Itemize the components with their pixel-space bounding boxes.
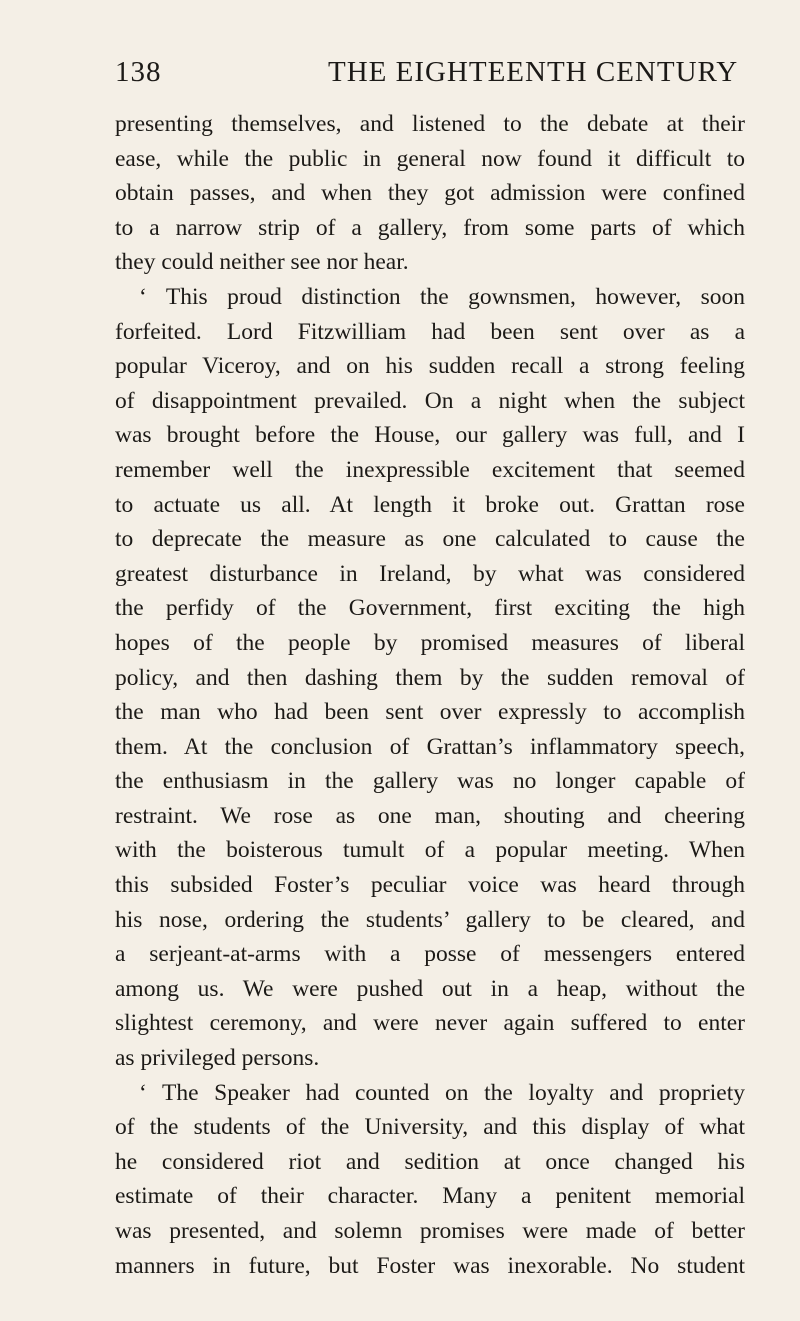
text-line: popular Viceroy, and on his sudden recall a strong feeling	[115, 353, 745, 380]
body-text	[115, 107, 745, 1283]
text-line: with the boisterous tumult of a popular meeting. When	[115, 837, 745, 864]
text-line: hopes of the people by promised measures of liberal	[115, 629, 745, 656]
text-line: as privileged persons.	[115, 1045, 320, 1072]
text-line: the perfidy of the Government, first exciting the high	[115, 595, 745, 622]
text-line: the enthusiasm in the gallery was no longer capable of	[115, 768, 745, 795]
text-line: obtain passes, and when they got admission were confined	[115, 180, 745, 207]
text-line: remember well the inexpressible excitement that seemed	[115, 456, 745, 483]
text-line: restraint. We rose as one man, shouting and cheering	[115, 802, 745, 829]
text-line: presenting themselves, and listened to the debate at their	[115, 111, 745, 137]
text-line: ‘ This proud distinction the gownsmen, however, soon	[139, 283, 745, 310]
text-line: manners in future, but Foster was inexorable. No student	[115, 1252, 745, 1279]
text-line: his nose, ordering the students’ gallery to be cleared, and	[115, 906, 745, 933]
page-number: 138	[115, 56, 162, 88]
running-head	[115, 52, 741, 92]
text-line: a serjeant-at-arms with a posse of messengers entered	[115, 941, 745, 968]
text-line: to actuate us all. At length it broke out. Grattan rose	[115, 491, 745, 518]
text-line: ‘ The Speaker had counted on the loyalty and propriety	[139, 1079, 745, 1106]
text-line: to deprecate the measure as one calculated to cause the	[115, 526, 745, 553]
text-line: was presented, and solemn promises were made of better	[115, 1218, 745, 1244]
text-line: forfeited. Lord Fitzwilliam had been sent over as a	[115, 318, 745, 345]
text-line: to a narrow strip of a gallery, from some parts of which	[115, 214, 745, 241]
text-line: of disappointment prevailed. On a night when the subject	[115, 387, 745, 414]
running-title: THE EIGHTEENTH CENTURY	[328, 56, 739, 88]
text-line: he considered riot and sedition at once changed his	[115, 1148, 745, 1175]
text-line: was brought before the House, our gallery was full, and I	[115, 422, 745, 449]
text-line: ease, while the public in general now found it difficult to	[115, 145, 745, 172]
text-line: they could neither see nor hear.	[115, 249, 409, 276]
text-line: of the students of the University, and this display of what	[115, 1114, 745, 1141]
text-line: greatest disturbance in Ireland, by what was considered	[115, 560, 745, 587]
text-line: among us. We were pushed out in a heap, without the	[115, 975, 745, 1002]
text-line: policy, and then dashing them by the sudden removal of	[115, 664, 745, 691]
text-line: them. At the conclusion of Grattan’s inflammatory speech,	[115, 733, 745, 760]
text-line: estimate of their character. Many a penitent memorial	[115, 1183, 745, 1210]
text-line: this subsided Foster’s peculiar voice was heard through	[115, 872, 745, 899]
text-line: slightest ceremony, and were never again suffered to enter	[115, 1010, 745, 1037]
text-line: the man who had been sent over expressly to accomplish	[115, 699, 745, 726]
